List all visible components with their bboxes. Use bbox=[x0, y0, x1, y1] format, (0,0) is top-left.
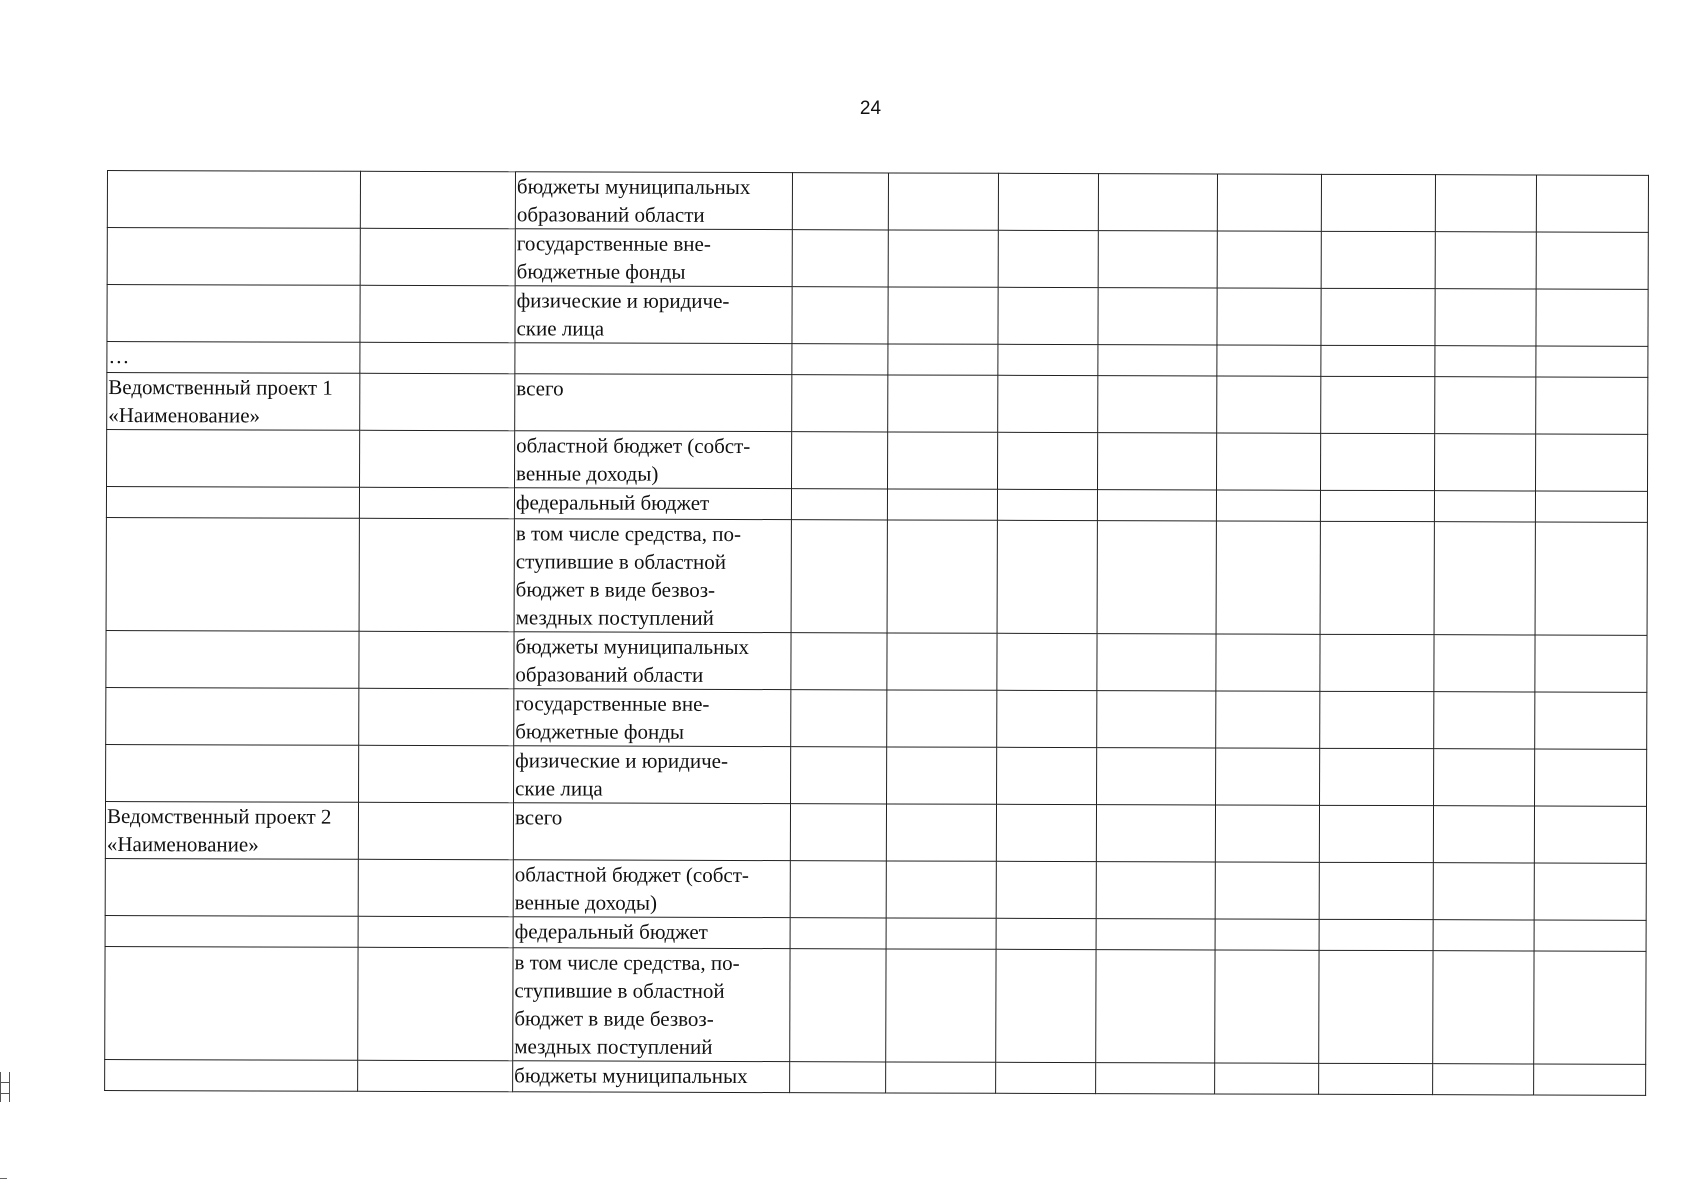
value-cell bbox=[887, 489, 997, 520]
value-cell bbox=[888, 344, 998, 375]
funding-source-cell: физические и юридиче- ские лица bbox=[515, 286, 792, 344]
value-cell bbox=[887, 520, 997, 633]
value-cell bbox=[1535, 692, 1647, 749]
value-cell bbox=[1321, 288, 1435, 345]
table-row bbox=[105, 1059, 1646, 1095]
value-cell bbox=[888, 375, 998, 432]
value-cell bbox=[791, 489, 887, 520]
value-cell bbox=[792, 344, 888, 375]
blank-cell bbox=[359, 518, 514, 631]
funding-source-cell: бюджеты муниципальных образований области bbox=[514, 632, 791, 690]
value-cell bbox=[1098, 288, 1217, 345]
table-row bbox=[107, 342, 1648, 378]
value-cell bbox=[997, 747, 1097, 804]
blank-cell bbox=[360, 430, 515, 487]
value-cell bbox=[790, 1062, 886, 1093]
value-cell bbox=[1319, 862, 1433, 919]
table-body bbox=[105, 171, 1649, 1096]
value-cell bbox=[792, 375, 888, 432]
value-cell bbox=[792, 432, 888, 489]
value-cell bbox=[886, 1062, 996, 1093]
value-cell bbox=[1215, 805, 1319, 862]
value-cell bbox=[1217, 345, 1321, 376]
value-cell bbox=[1434, 491, 1535, 522]
row-label-cell: Ведомственный проект 2 «Наименование» bbox=[105, 801, 358, 859]
value-cell bbox=[1215, 1063, 1319, 1094]
table-row bbox=[107, 373, 1648, 435]
binding-margin-mark bbox=[0, 1072, 10, 1102]
funding-source-cell: федеральный бюджет bbox=[513, 917, 790, 949]
value-cell bbox=[792, 173, 888, 230]
blank-cell bbox=[358, 947, 513, 1060]
funding-source-cell: всего bbox=[513, 803, 790, 861]
value-cell bbox=[1535, 491, 1647, 522]
value-cell bbox=[887, 690, 997, 747]
value-cell bbox=[790, 804, 886, 861]
value-cell bbox=[1217, 376, 1321, 433]
funding-source-cell: государственные вне- бюджетные фонды bbox=[515, 229, 792, 287]
value-cell bbox=[1434, 749, 1535, 806]
table-row bbox=[106, 630, 1647, 692]
value-cell bbox=[1434, 434, 1535, 491]
value-cell bbox=[1433, 806, 1534, 863]
value-cell bbox=[1096, 919, 1215, 950]
value-cell bbox=[1098, 174, 1217, 231]
value-cell bbox=[1435, 232, 1536, 289]
value-cell bbox=[791, 633, 887, 690]
value-cell bbox=[998, 432, 1098, 489]
blank-cell bbox=[360, 285, 515, 342]
value-cell bbox=[888, 230, 998, 287]
blank-cell bbox=[359, 745, 514, 802]
value-cell bbox=[1320, 634, 1434, 691]
value-cell bbox=[996, 949, 1096, 1062]
value-cell bbox=[1097, 634, 1216, 691]
value-cell bbox=[887, 747, 997, 804]
value-cell bbox=[997, 633, 1097, 690]
value-cell bbox=[996, 861, 1096, 918]
value-cell bbox=[998, 287, 1098, 344]
table-row bbox=[105, 946, 1646, 1064]
funding-source-cell: областной бюджет (собст- венные доходы) bbox=[513, 860, 790, 918]
value-cell bbox=[1320, 691, 1434, 748]
value-cell bbox=[1535, 522, 1647, 635]
row-label-cell bbox=[105, 915, 358, 947]
value-cell bbox=[886, 918, 996, 949]
value-cell bbox=[1321, 231, 1435, 288]
funding-source-cell: в том числе средства, по- ступившие в областной бюджет в виде безвоз- мездных поступлений bbox=[513, 948, 790, 1062]
value-cell bbox=[1096, 862, 1215, 919]
value-cell bbox=[1536, 232, 1648, 289]
blank-cell bbox=[358, 859, 513, 916]
value-cell bbox=[1319, 1063, 1433, 1094]
value-cell bbox=[1217, 288, 1321, 345]
value-cell bbox=[792, 230, 888, 287]
row-label-cell bbox=[107, 285, 360, 343]
row-label-cell bbox=[105, 946, 358, 1060]
value-cell bbox=[1434, 692, 1535, 749]
blank-cell bbox=[359, 631, 514, 688]
value-cell bbox=[1215, 950, 1319, 1063]
value-cell bbox=[1321, 345, 1435, 376]
blank-cell bbox=[359, 487, 514, 518]
value-cell bbox=[997, 520, 1097, 633]
value-cell bbox=[792, 287, 888, 344]
row-label-cell bbox=[105, 1059, 358, 1091]
funding-source-cell: федеральный бюджет bbox=[514, 488, 791, 520]
value-cell bbox=[1433, 920, 1534, 951]
value-cell bbox=[1536, 289, 1648, 346]
value-cell bbox=[1434, 635, 1535, 692]
table-row bbox=[105, 858, 1646, 920]
value-cell bbox=[1320, 490, 1434, 521]
value-cell bbox=[1321, 174, 1435, 231]
table-row bbox=[105, 801, 1646, 863]
value-cell bbox=[1097, 691, 1216, 748]
value-cell bbox=[790, 949, 886, 1062]
value-cell bbox=[1320, 433, 1434, 490]
value-cell bbox=[1534, 951, 1646, 1064]
value-cell bbox=[996, 804, 1096, 861]
value-cell bbox=[888, 432, 998, 489]
value-cell bbox=[1098, 345, 1217, 376]
funding-table bbox=[104, 170, 1649, 1096]
value-cell bbox=[1319, 919, 1433, 950]
value-cell bbox=[1098, 433, 1217, 490]
value-cell bbox=[886, 804, 996, 861]
value-cell bbox=[1098, 376, 1217, 433]
table-row bbox=[107, 171, 1648, 233]
value-cell bbox=[1215, 919, 1319, 950]
row-label-cell: … bbox=[107, 342, 360, 374]
value-cell bbox=[1435, 377, 1536, 434]
page-number: 24 bbox=[859, 98, 882, 119]
value-cell bbox=[1536, 377, 1648, 434]
funding-source-cell: физические и юридиче- ские лица bbox=[514, 746, 791, 804]
blank-cell bbox=[360, 171, 515, 228]
value-cell bbox=[1435, 175, 1536, 232]
scan-artifact-dash bbox=[0, 1178, 7, 1179]
value-cell bbox=[1535, 749, 1647, 806]
value-cell bbox=[1097, 748, 1216, 805]
value-cell bbox=[1096, 1063, 1215, 1094]
row-label-cell bbox=[106, 687, 359, 745]
row-label-cell bbox=[107, 228, 360, 286]
value-cell bbox=[1097, 490, 1216, 521]
value-cell bbox=[886, 949, 996, 1062]
value-cell bbox=[1096, 950, 1215, 1063]
value-cell bbox=[791, 520, 887, 633]
value-cell bbox=[1216, 634, 1320, 691]
value-cell bbox=[1534, 920, 1646, 951]
value-cell bbox=[997, 489, 1097, 520]
row-label-cell bbox=[107, 171, 360, 229]
table-row bbox=[106, 487, 1647, 523]
funding-source-cell: областной бюджет (собст- венные доходы) bbox=[515, 431, 792, 489]
value-cell bbox=[1534, 863, 1646, 920]
row-label-cell bbox=[106, 517, 359, 631]
row-label-cell bbox=[106, 744, 359, 802]
value-cell bbox=[791, 690, 887, 747]
blank-cell bbox=[360, 373, 515, 430]
row-label-cell: Ведомственный проект 1 «Наименование» bbox=[107, 373, 360, 431]
row-label-cell bbox=[105, 858, 358, 916]
table-row bbox=[107, 430, 1648, 492]
value-cell bbox=[1534, 1064, 1646, 1095]
value-cell bbox=[998, 344, 1098, 375]
funding-source-cell: всего bbox=[515, 374, 792, 432]
table-row bbox=[105, 915, 1646, 951]
value-cell bbox=[1096, 805, 1215, 862]
value-cell bbox=[997, 690, 1097, 747]
value-cell bbox=[888, 173, 998, 230]
value-cell bbox=[1433, 1064, 1534, 1095]
value-cell bbox=[887, 633, 997, 690]
table-row bbox=[106, 687, 1647, 749]
value-cell bbox=[1097, 521, 1216, 634]
value-cell bbox=[790, 861, 886, 918]
table-row bbox=[106, 517, 1647, 635]
value-cell bbox=[1319, 950, 1433, 1063]
value-cell bbox=[998, 230, 1098, 287]
table-row bbox=[107, 228, 1648, 290]
blank-cell bbox=[360, 228, 515, 285]
value-cell bbox=[888, 287, 998, 344]
value-cell bbox=[791, 747, 887, 804]
value-cell bbox=[1319, 805, 1433, 862]
funding-source-cell bbox=[515, 343, 792, 375]
value-cell bbox=[1433, 951, 1534, 1064]
value-cell bbox=[1215, 862, 1319, 919]
value-cell bbox=[1434, 522, 1535, 635]
value-cell bbox=[1534, 806, 1646, 863]
value-cell bbox=[790, 918, 886, 949]
blank-cell bbox=[359, 688, 514, 745]
value-cell bbox=[1320, 748, 1434, 805]
row-label-cell bbox=[107, 430, 360, 488]
value-cell bbox=[998, 173, 1098, 230]
value-cell bbox=[1433, 863, 1534, 920]
table-row bbox=[107, 285, 1648, 347]
funding-source-cell: бюджеты муниципальных bbox=[513, 1061, 790, 1093]
value-cell bbox=[1535, 635, 1647, 692]
value-cell bbox=[996, 1062, 1096, 1093]
value-cell bbox=[1098, 231, 1217, 288]
value-cell bbox=[1536, 346, 1648, 377]
table-row bbox=[106, 744, 1647, 806]
value-cell bbox=[996, 918, 1096, 949]
blank-cell bbox=[358, 802, 513, 859]
value-cell bbox=[998, 375, 1098, 432]
value-cell bbox=[1216, 521, 1320, 634]
value-cell bbox=[1217, 231, 1321, 288]
blank-cell bbox=[358, 916, 513, 947]
value-cell bbox=[1535, 434, 1647, 491]
funding-source-cell: государственные вне- бюджетные фонды bbox=[514, 689, 791, 747]
row-label-cell bbox=[106, 630, 359, 688]
blank-cell bbox=[360, 342, 515, 373]
value-cell bbox=[1321, 376, 1435, 433]
value-cell bbox=[886, 861, 996, 918]
value-cell bbox=[1216, 691, 1320, 748]
row-label-cell bbox=[106, 487, 359, 519]
value-cell bbox=[1320, 521, 1434, 634]
value-cell bbox=[1217, 433, 1321, 490]
funding-source-cell: в том числе средства, по- ступившие в областной бюджет в виде безвоз- мездных поступлений bbox=[514, 519, 791, 633]
funding-source-cell: бюджеты муниципальных образований области bbox=[515, 172, 792, 230]
value-cell bbox=[1217, 174, 1321, 231]
value-cell bbox=[1435, 346, 1536, 377]
value-cell bbox=[1435, 289, 1536, 346]
value-cell bbox=[1536, 175, 1648, 232]
value-cell bbox=[1216, 748, 1320, 805]
blank-cell bbox=[358, 1060, 513, 1091]
value-cell bbox=[1216, 490, 1320, 521]
